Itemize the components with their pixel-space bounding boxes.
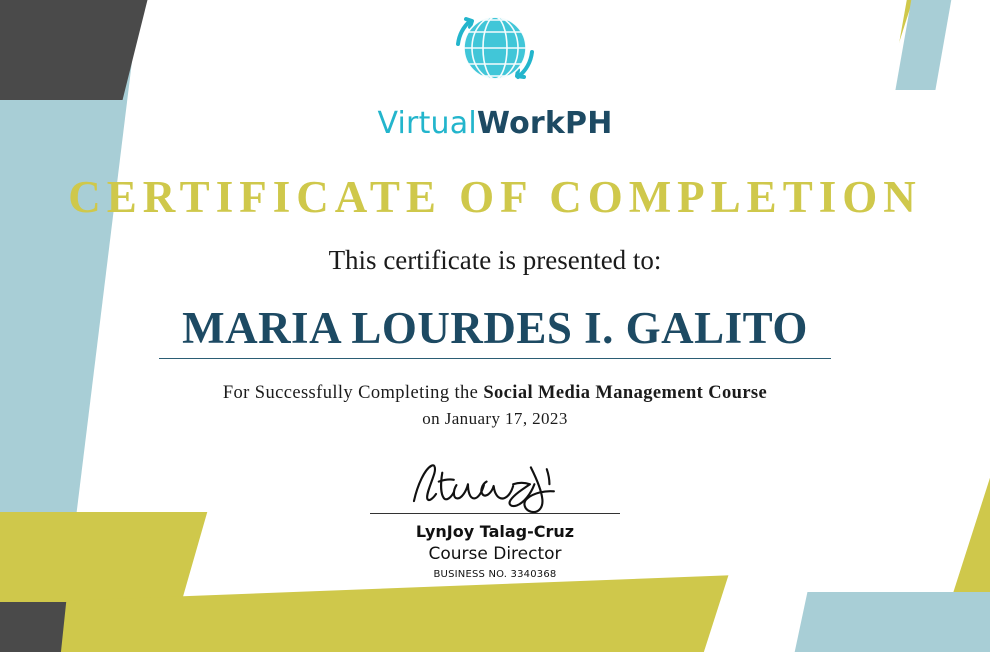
signature-line — [370, 513, 620, 514]
course-name: Social Media Management Course — [483, 383, 768, 403]
certificate-title: CERTIFICATE OF COMPLETION — [68, 172, 922, 222]
signature-block — [365, 455, 625, 580]
brand-logo — [377, 4, 612, 141]
completion-reason — [223, 383, 767, 404]
completion-date: on January 17, 2023 — [422, 409, 568, 428]
brand-name — [377, 106, 612, 141]
recipient-name: MARIA LOURDES I. GALITO — [182, 303, 808, 353]
handwritten-signature-icon — [398, 455, 593, 517]
signer-role: Course Director — [428, 544, 562, 564]
business-number: BUSINESS NO. 3340368 — [433, 569, 557, 580]
brand-name-part1: Virtual — [377, 106, 477, 141]
presented-to-line: This certificate is presented to: — [328, 245, 662, 275]
globe-icon — [436, 4, 554, 104]
brand-name-part2: WorkPH — [476, 106, 613, 141]
recipient-block — [159, 302, 831, 359]
reason-prefix: For Successfully Completing the — [222, 383, 484, 403]
signer-name: LynJoy Talag-Cruz — [415, 522, 575, 541]
